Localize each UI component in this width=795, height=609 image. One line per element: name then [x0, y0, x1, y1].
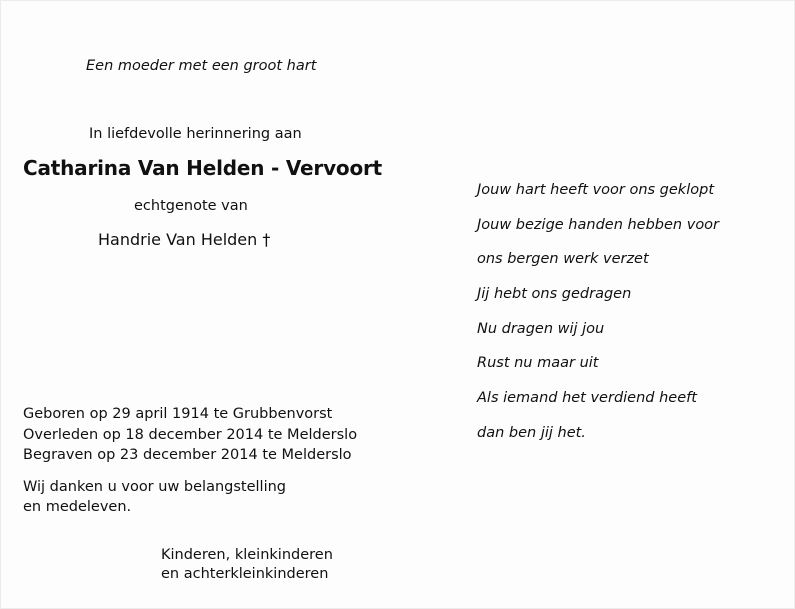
- death-line: Overleden op 18 december 2014 te Melderslo: [23, 426, 358, 443]
- family-signature: [161, 546, 333, 584]
- thanks-line: en medeleven.: [23, 499, 132, 515]
- poem-line: Als iemand het verdiend heeft: [477, 390, 697, 407]
- birth-line: Geboren op 29 april 1914 te Grubbenvorst: [23, 406, 333, 422]
- spouse-name: Handrie Van Helden †: [98, 230, 271, 249]
- deceased-name: Catharina Van Helden - Vervoort: [23, 156, 383, 180]
- intro-text: In liefdevolle herinnering aan: [89, 126, 302, 142]
- tagline: Een moeder met een groot hart: [86, 58, 317, 74]
- family-line: Kinderen, kleinkinderen: [161, 547, 333, 563]
- poem-line: Jij hebt ons gedragen: [477, 286, 632, 303]
- poem-line: Jouw bezige handen hebben voor: [477, 216, 720, 233]
- thanks-text: [23, 477, 286, 517]
- poem: [477, 180, 719, 458]
- burial-line: Begraven op 23 december 2014 te Melderslo: [23, 447, 352, 463]
- poem-line: dan ben jij het.: [477, 424, 586, 441]
- thanks-line: Wij danken u voor uw belangstelling: [23, 479, 286, 495]
- life-dates: [23, 404, 357, 466]
- spouse-label: echtgenote van: [134, 198, 248, 214]
- poem-line: ons bergen werk verzet: [477, 251, 649, 268]
- poem-line: Jouw hart heeft voor ons geklopt: [477, 182, 714, 198]
- family-line: en achterkleinkinderen: [161, 566, 329, 582]
- poem-line: Rust nu maar uit: [477, 355, 599, 372]
- poem-line: Nu dragen wij jou: [477, 320, 605, 337]
